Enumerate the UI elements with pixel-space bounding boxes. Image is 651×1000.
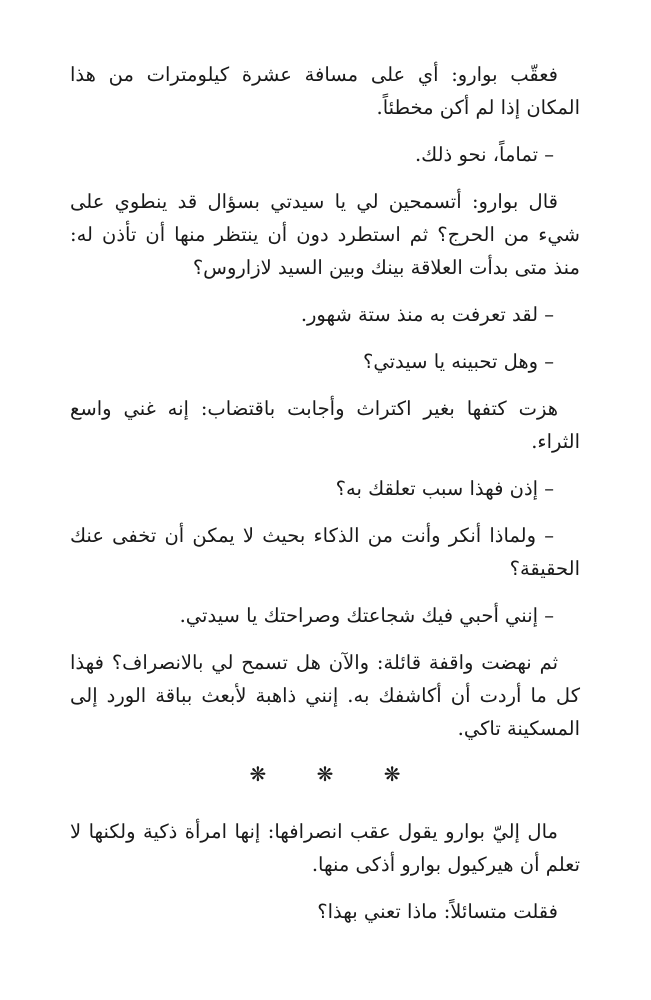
dialogue-line: – ولماذا أنكر وأنت من الذكاء بحيث لا يمكن أن تخفى عنك الحقيقة؟ bbox=[70, 524, 580, 580]
dialogue-line: – إذن فهذا سبب تعلقك به؟ bbox=[335, 477, 554, 500]
dialogue-line: – لقد تعرفت به منذ ستة شهور. bbox=[300, 303, 554, 326]
book-page bbox=[70, 58, 580, 942]
paragraph: ثم نهضت واقفة قائلة: والآن هل تسمح لي بالانصراف؟ فهذا كل ما أردت أن أكاشفك به. إنني ذاهبة لأبعث بباقة الورد إلى المسكينة تاكي. bbox=[70, 651, 580, 740]
paragraph: فعقّب بوارو: أي على مسافة عشرة كيلومترات من هذا المكان إذا لم أكن مخطئاً. bbox=[70, 63, 580, 119]
dialogue-line: – وهل تحبينه يا سيدتي؟ bbox=[363, 350, 554, 373]
paragraph: مال إليّ بوارو يقول عقب انصرافها: إنها امرأة ذكية ولكنها لا تعلم أن هيركيول بوارو أذكى منها. bbox=[70, 820, 580, 876]
paragraph: قال بوارو: أتسمحين لي يا سيدتي بسؤال قد ينطوي على شيء من الحرج؟ ثم استطرد دون أن ينتظر منها أن تأذن له: منذ متى بدأت العلاقة بينك وبين السيد لازاروس؟ bbox=[70, 190, 580, 279]
paragraph: فقلت متسائلاً: ماذا تعني بهذا؟ bbox=[317, 900, 558, 923]
section-separator: ❋ ❋ ❋ bbox=[249, 762, 423, 786]
paragraph: هزت كتفها بغير اكتراث وأجابت باقتضاب: إنه غني واسع الثراء. bbox=[70, 397, 580, 453]
dialogue-line: – تماماً، نحو ذلك. bbox=[414, 143, 554, 166]
dialogue-line: – إنني أحبي فيك شجاعتك وصراحتك يا سيدتي. bbox=[179, 604, 554, 627]
